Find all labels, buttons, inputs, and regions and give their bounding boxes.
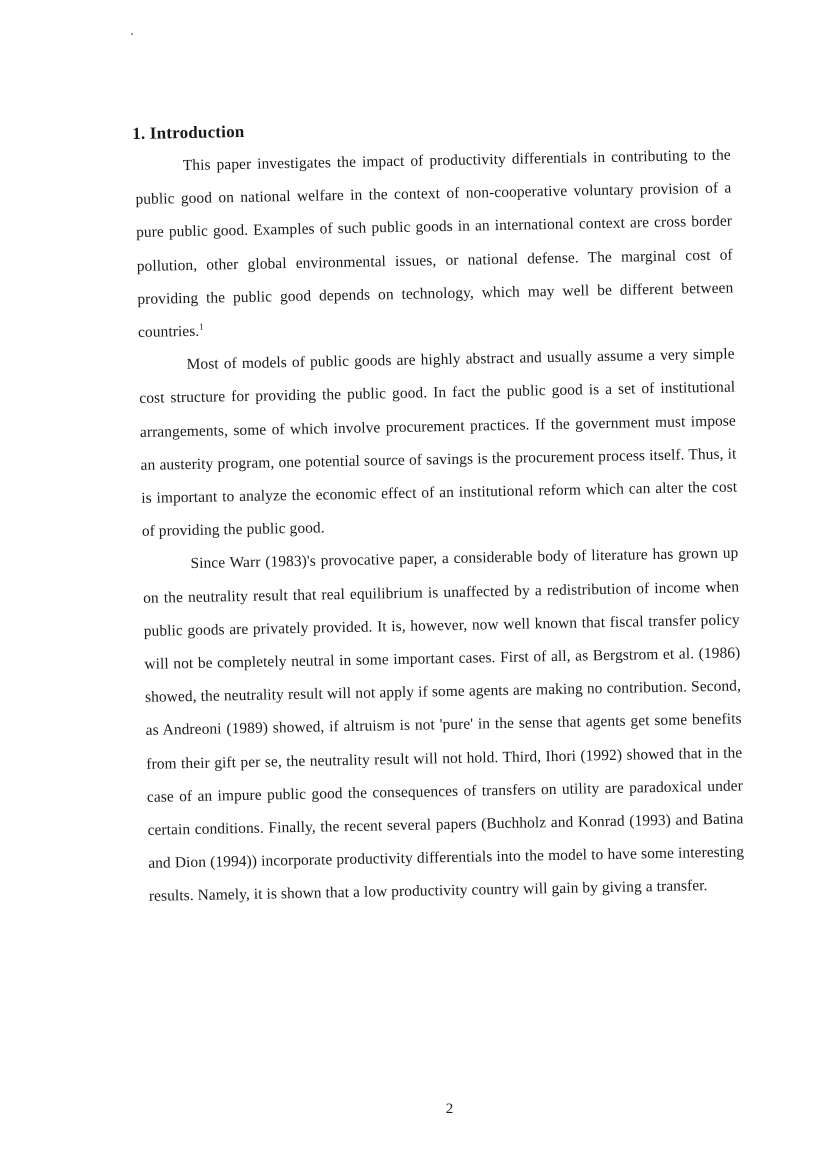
paragraph-1-text: This paper investigates the impact of productivity differentials in contributing to the public good on national welfare in the context of non-cooperative voluntary provision of a pure public good. Examples of such public goods in an international context are cross border pollution, other global environmental issues, or national defense. The marginal cost of providing the public good depends on technology, which may well be different between countries.: [135, 146, 734, 341]
section-heading: 1. Introduction: [132, 121, 245, 144]
paragraph-3: [142, 537, 745, 914]
paragraph-2-text: Most of models of public goods are highly abstract and usually assume a very simple cost structure for providing the public good. In fact the public good is a set of institutional arrangements, some of which involve procurement practices. If the government must impose an austerity program, one potential source of savings is the procurement process itself. Thus, it is important to analyze the economic effect of an institutional reform which can alter the cost of providing the public good.: [139, 345, 738, 541]
paragraph-3-text: Since Warr (1983)'s provocative paper, a considerable body of literature has grown up on the neutrality result that real equilibrium is unaffected by a redistribution of income when public goods are privately provided. It is, however, now well known that fiscal transfer policy will not be completely neutral in some important cases. First of all, as Bergstrom et al. (1986) showed, the neutrality result will not apply if some agents are making no contribution. Second, as Andreoni (1989) showed, if altruism is not 'pure' in the sense that agents get some benefits from their gift per se, the neutrality result will not hold. Third, Ihori (1992) showed that in the case of an impure public good the consequences of transfers on utility are paradoxical under certain conditions. Finally, the recent several papers (Buchholz and Konrad (1993) and Batina and Dion (1994)) incorporate productivity differentials into the model to have some interesting results. Namely, it is shown that a low productivity country will gain by giving a transfer.: [142, 544, 745, 906]
page-number: 2: [445, 1101, 454, 1117]
scan-speck: [131, 33, 133, 35]
page-body: [134, 111, 745, 914]
paragraph-2: [138, 338, 738, 549]
paragraph-1: [135, 139, 735, 350]
footnote-marker: 1: [199, 321, 204, 332]
